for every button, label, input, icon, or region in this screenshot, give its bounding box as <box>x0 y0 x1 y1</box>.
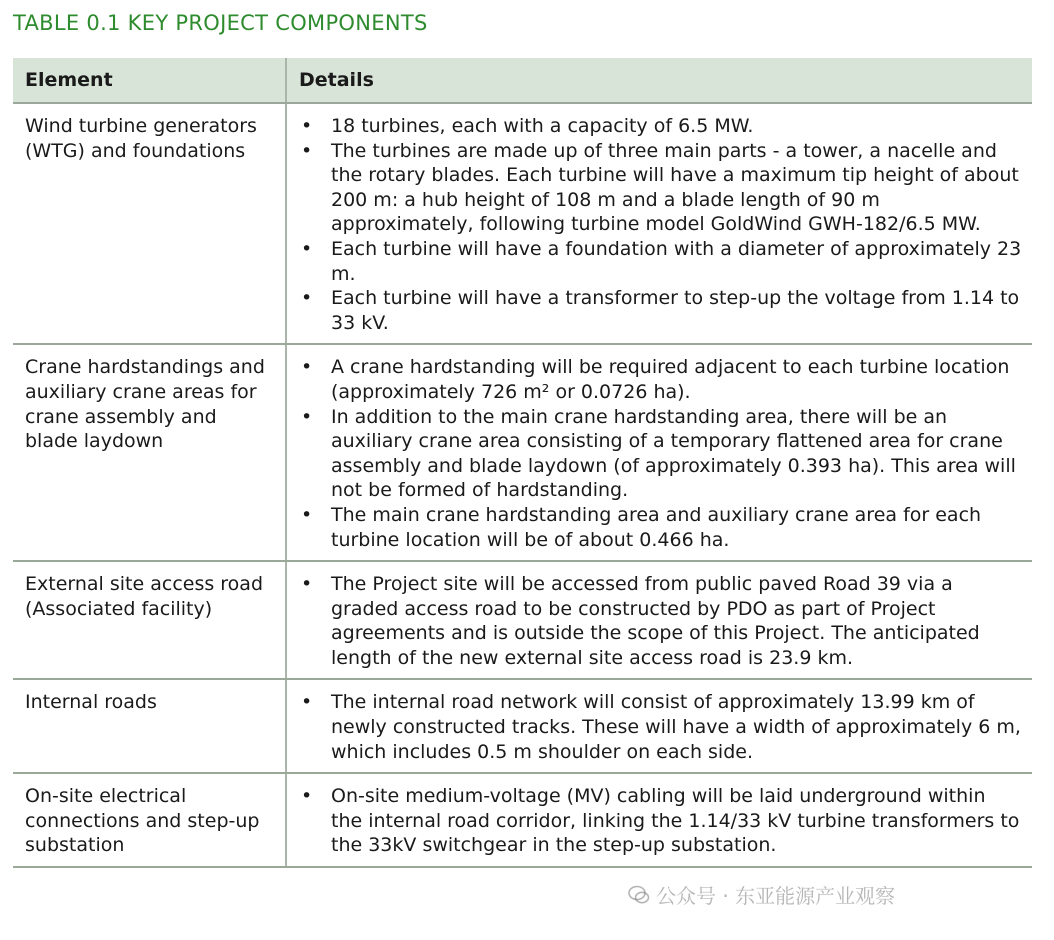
table-row-electrical <box>13 773 1032 867</box>
details-bullet: • The turbines are made up of three main parts - a tower, a nacelle and the rotary blades. Each turbine will have a maximum tip height of about 200 m: a hub height of 108 m and a blade length of 90 m approximately, following turbine model GoldWind GWH-182/6.5 MW. <box>299 139 1022 237</box>
details-bullet: • The main crane hardstanding area and auxiliary crane area for each turbine location will be of about 0.466 ha. <box>299 503 1022 552</box>
details-bullet: • The internal road network will consist of approximately 13.99 km of newly constructed tracks. These will have a width of approximately 6 m, which includes 0.5 m shoulder on each side. <box>299 690 1022 764</box>
element-title: External site access road <box>25 573 264 596</box>
details-bullet: • Each turbine will have a transformer to step-up the voltage from 1.14 to 33 kV. <box>299 286 1022 335</box>
watermark-text: 公众号 · 东亚能源产业观察 <box>656 884 896 908</box>
details-bullet: • On-site medium-voltage (MV) cabling will be laid underground within the internal road corridor, linking the 1.14/33 kV turbine transformers to the 33kV switchgear in the step-up substation. <box>299 784 1022 858</box>
watermark <box>628 880 895 909</box>
details-bullet: • Each turbine will have a foundation with a diameter of approximately 23 m. <box>299 237 1022 286</box>
details-cell <box>286 561 1032 679</box>
details-list <box>299 572 1022 670</box>
element-cell: Internal roads <box>13 679 286 773</box>
details-bullet: • 18 turbines, each with a capacity of 6.5 MW. <box>299 114 1022 139</box>
details-list <box>299 690 1022 764</box>
details-list <box>299 355 1022 552</box>
column-header-details: Details <box>286 58 1032 103</box>
element-cell: Wind turbine generators (WTG) and foundations <box>13 103 286 344</box>
details-cell <box>286 344 1032 561</box>
details-cell <box>286 773 1032 867</box>
column-header-element: Element <box>13 58 286 103</box>
details-list <box>299 114 1022 335</box>
table-row-crane <box>13 344 1032 561</box>
table-header-row <box>13 58 1032 103</box>
element-cell: On-site electrical connections and step-up substation <box>13 773 286 867</box>
wechat-icon <box>628 884 650 906</box>
details-list <box>299 784 1022 858</box>
element-cell: Crane hardstandings and auxiliary crane areas for crane assembly and blade laydown <box>13 344 286 561</box>
details-bullet: • In addition to the main crane hardstanding area, there will be an auxiliary crane area consisting of a temporary flattened area for crane assembly and blade laydown (of approximately 0.393 ha). This area will not be formed of hardstanding. <box>299 405 1022 503</box>
element-cell <box>13 561 286 679</box>
table-row-wtg <box>13 103 1032 344</box>
details-bullet: • A crane hardstanding will be required adjacent to each turbine location (approximately 726 m² or 0.0726 ha). <box>299 355 1022 404</box>
table-row-internal-roads <box>13 679 1032 773</box>
details-cell <box>286 679 1032 773</box>
table-row-external-road <box>13 561 1032 679</box>
table-caption: TABLE 0.1 KEY PROJECT COMPONENTS <box>13 11 428 35</box>
key-components-table <box>13 58 1032 868</box>
details-cell <box>286 103 1032 344</box>
details-bullet: • The Project site will be accessed from public paved Road 39 via a graded access road to be constructed by PDO as part of Project agreements and is outside the scope of this Project. The anticipated length of the new external site access road is 23.9 km. <box>299 572 1022 670</box>
element-subtitle: (Associated facility) <box>25 597 213 620</box>
